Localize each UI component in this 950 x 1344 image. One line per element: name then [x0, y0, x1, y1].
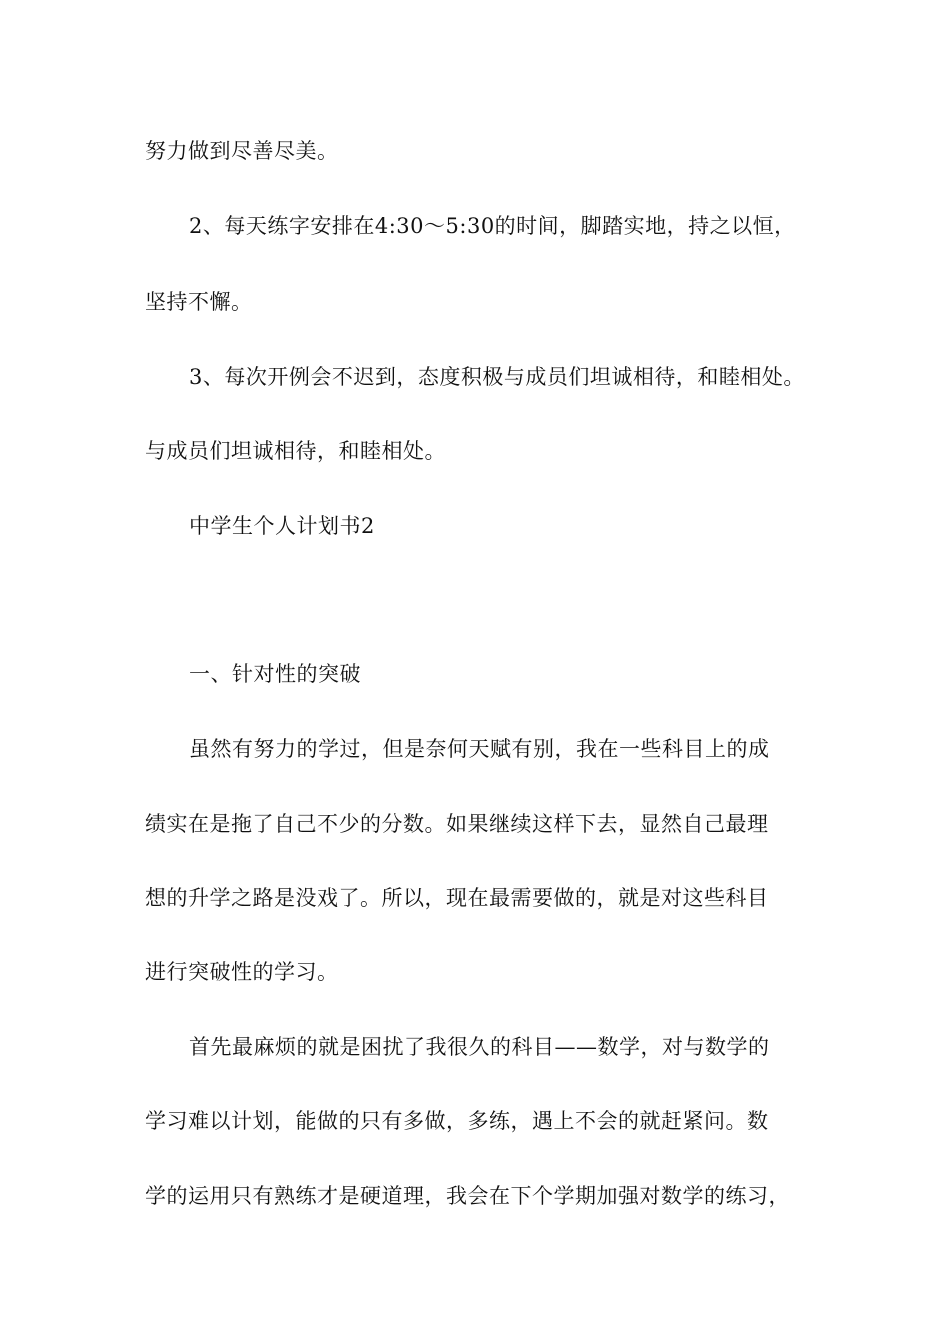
paragraph-line: 进行突破性的学习。 — [145, 960, 339, 984]
paragraph-line: 首先最麻烦的就是困扰了我很久的科目——数学，对与数学的 — [189, 1035, 770, 1059]
section-title: 中学生个人计划书2 — [189, 514, 375, 538]
paragraph-line: 绩实在是拖了自己不少的分数。如果继续这样下去，显然自己最理 — [145, 812, 769, 836]
section-heading: 一、针对性的突破 — [189, 662, 361, 686]
paragraph-line: 2、每天练字安排在4:30～5:30的时间，脚踏实地，持之以恒， — [189, 214, 796, 238]
paragraph-line: 虽然有努力的学过，但是奈何天赋有别，我在一些科目上的成 — [189, 737, 770, 761]
paragraph-line: 努力做到尽善尽美。 — [145, 139, 339, 163]
paragraph-line: 学习难以计划，能做的只有多做，多练，遇上不会的就赶紧问。数 — [145, 1109, 769, 1133]
paragraph-line: 坚持不懈。 — [145, 290, 253, 314]
paragraph-line: 与成员们坦诚相待，和睦相处。 — [145, 439, 446, 463]
paragraph-line: 学的运用只有熟练才是硬道理，我会在下个学期加强对数学的练习， — [145, 1184, 790, 1208]
paragraph-line: 想的升学之路是没戏了。所以，现在最需要做的，就是对这些科目 — [145, 886, 769, 910]
paragraph-line: 3、每次开例会不迟到，态度积极与成员们坦诚相待，和睦相处。 — [189, 365, 805, 389]
